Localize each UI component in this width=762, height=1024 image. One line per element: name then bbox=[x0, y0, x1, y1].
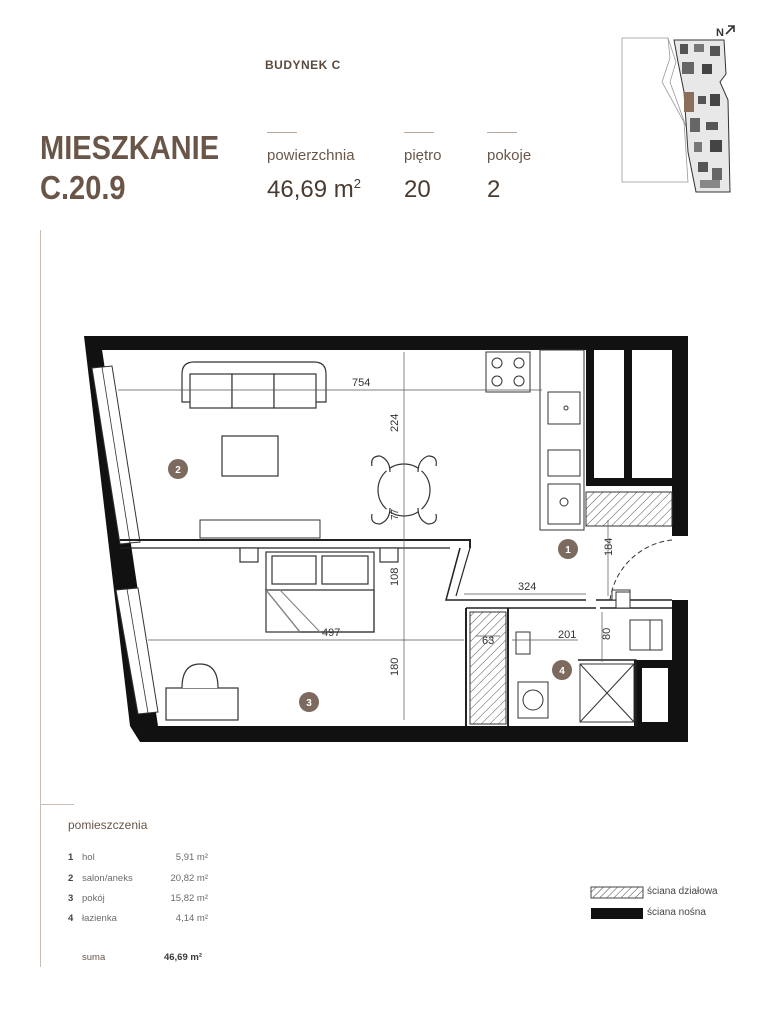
room-row: 3 pokój 15,82 m² bbox=[68, 893, 208, 904]
bed bbox=[240, 548, 398, 632]
room-row: 2 salon/aneks 20,82 m² bbox=[68, 873, 208, 884]
stat-label-rooms: pokoje bbox=[487, 147, 532, 164]
dim-497: 497 bbox=[322, 627, 341, 639]
stat-value-floor: 20 bbox=[404, 176, 431, 203]
dim-108: 108 bbox=[389, 567, 401, 586]
north-label: N bbox=[716, 27, 724, 39]
marker-4: 4 bbox=[559, 666, 565, 677]
dim-180: 180 bbox=[389, 657, 401, 676]
stat-label-area: powierzchnia bbox=[267, 147, 355, 164]
marker-2: 2 bbox=[175, 465, 181, 476]
sofa bbox=[182, 362, 326, 408]
frame-line-left bbox=[40, 230, 41, 967]
stat-rule bbox=[267, 132, 297, 133]
room-row: 4 łazienka 4,14 m² bbox=[68, 913, 208, 924]
room-row: 1 hol 5,91 m² bbox=[68, 852, 208, 863]
built-in-cabinet bbox=[586, 492, 672, 526]
dim-201: 201 bbox=[558, 629, 577, 641]
stat-label-floor: piętro bbox=[404, 147, 442, 164]
stat-rule bbox=[487, 132, 517, 133]
wardrobe bbox=[470, 612, 506, 724]
marker-3: 3 bbox=[306, 698, 312, 709]
legend-partition-swatch bbox=[590, 886, 644, 899]
north-arrow-icon bbox=[726, 26, 734, 34]
stat-value-rooms: 2 bbox=[487, 176, 501, 203]
legend-partition-label: ściana działowa bbox=[647, 886, 718, 897]
rooms-title: pomieszczenia bbox=[68, 818, 148, 832]
title-line-1: MIESZKANIE bbox=[40, 129, 220, 166]
stat-rule bbox=[404, 132, 434, 133]
dim-224: 224 bbox=[389, 413, 401, 432]
desk bbox=[166, 664, 238, 720]
floor-plan bbox=[80, 330, 692, 750]
marker-1: 1 bbox=[565, 545, 571, 556]
dim-324: 324 bbox=[518, 581, 537, 593]
dim-77: 77 bbox=[390, 508, 401, 520]
dim-80: 80 bbox=[601, 627, 613, 640]
kitchen bbox=[486, 350, 584, 530]
dim-184: 184 bbox=[603, 537, 615, 556]
stat-value-area: 46,69 $m^2$ bbox=[267, 176, 361, 203]
apartment-title bbox=[40, 128, 219, 208]
title-line-2: C.20.9 bbox=[40, 169, 126, 206]
dim-754: 754 bbox=[352, 377, 371, 389]
building-label: BUDYNEK C bbox=[265, 58, 341, 72]
coffee-table bbox=[222, 436, 278, 476]
frame-line-tick bbox=[40, 804, 74, 805]
tv-cabinet bbox=[200, 520, 320, 538]
legend-load-bearing-label: ściana nośna bbox=[647, 907, 706, 918]
dim-63: 63 bbox=[482, 635, 495, 647]
key-plan bbox=[618, 22, 748, 202]
legend-load-bearing-swatch bbox=[591, 908, 643, 919]
